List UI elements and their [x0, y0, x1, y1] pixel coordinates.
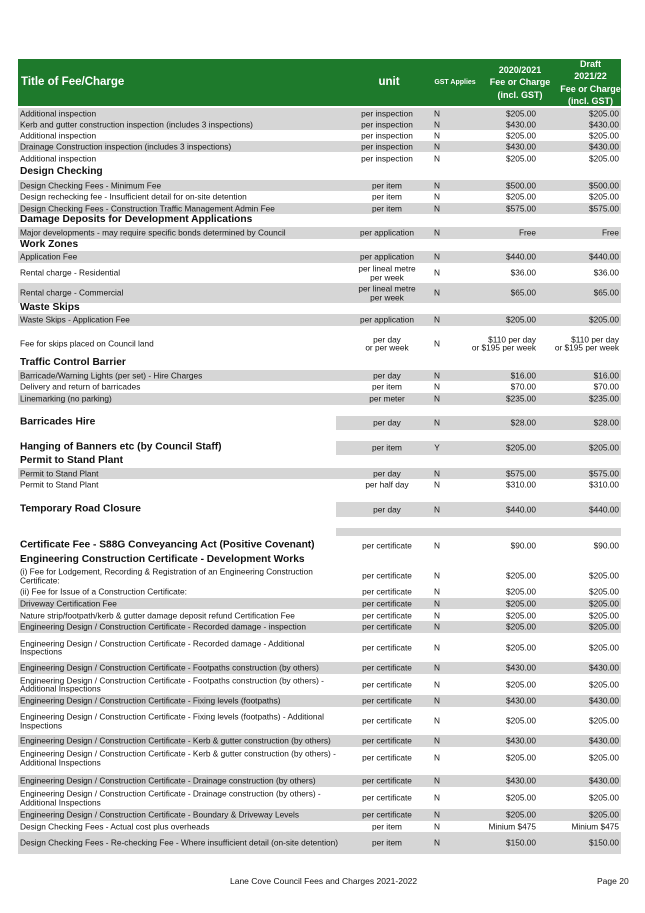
row-unit: per certificate	[362, 662, 412, 673]
row-gst: N	[434, 381, 440, 392]
header-fee-2020: 2020/2021 Fee or Charge (incl. GST)	[489, 65, 551, 100]
row-description: Engineering Design / Construction Certificate - Boundary & Driveway Levels	[20, 809, 299, 820]
row-fee-2020: $205.00	[506, 598, 536, 609]
row-fee-2021: $205.00	[589, 570, 619, 581]
row-gst: N	[434, 153, 440, 164]
row-fee-2021: $205.00	[589, 679, 619, 690]
row-description: Design Checking Fees - Re-checking Fee - Where insufficient detail (on-site detention)	[20, 837, 339, 848]
row-gst: N	[434, 417, 440, 428]
row-unit: per certificate	[362, 540, 412, 551]
row-description: Design rechecking fee - Insufficient detail for on-site detention	[20, 191, 247, 202]
row-fee-2021: Minium $475	[571, 821, 619, 832]
row-description: Engineering Design / Construction Certificate - Kerb & gutter construction (by others)	[20, 735, 331, 746]
footer-text: Lane Cove Council Fees and Charges 2021-2022	[230, 876, 418, 886]
row-gst: N	[434, 598, 440, 609]
row-description: Design Checking Fees - Actual cost plus overheads	[20, 821, 210, 832]
section-heading: Design Checking	[20, 166, 103, 177]
row-fee-2021: $205.00	[589, 191, 619, 202]
section-heading: Work Zones	[20, 239, 79, 250]
row-fee-2020: $205.00	[506, 130, 536, 141]
table-row	[18, 479, 621, 491]
row-fee-2021: $205.00	[589, 153, 619, 164]
table-row	[18, 108, 621, 119]
table-row	[18, 747, 621, 769]
row-fee-2021: $205.00	[589, 621, 619, 632]
row-description: Rental charge - Residential	[20, 267, 121, 278]
row-description: (i) Fee for Lodgement, Recording & Registration of an Engineering Construction Certificate:	[20, 566, 313, 585]
table-row	[18, 787, 621, 809]
row-fee-2020: $90.00	[510, 540, 536, 551]
row-fee-2020: $205.00	[506, 715, 536, 726]
row-gst: N	[434, 715, 440, 726]
table-row	[18, 119, 621, 130]
row-description: Permit to Stand Plant	[20, 468, 99, 479]
table-row	[18, 621, 621, 633]
table-row	[18, 695, 621, 707]
row-unit: per day or per week	[365, 333, 409, 353]
row-fee-2020: $205.00	[506, 314, 536, 325]
table-row	[18, 330, 621, 357]
row-fee-2020: $440.00	[506, 251, 536, 262]
row-description: Waste Skips - Application Fee	[20, 314, 130, 325]
row-gst: N	[434, 586, 440, 597]
row-description: Engineering Design / Construction Certificate - Recorded damage - inspection	[20, 621, 306, 632]
table-row	[18, 416, 621, 430]
table-row	[18, 263, 621, 283]
row-fee-2020: $440.00	[506, 504, 536, 515]
table-row	[18, 809, 621, 821]
row-fee-2020: $70.00	[510, 381, 536, 392]
row-description: Driveway Certification Fee	[20, 598, 117, 609]
row-gst: N	[434, 251, 440, 262]
row-fee-2021: $205.00	[589, 715, 619, 726]
row-fee-2021: $235.00	[589, 393, 619, 404]
row-unit: per item	[372, 381, 402, 392]
row-gst: N	[434, 267, 440, 278]
row-unit: per certificate	[362, 792, 412, 803]
row-fee-2021: $70.00	[593, 381, 619, 392]
table-row	[18, 468, 621, 479]
row-description: Engineering Design / Construction Certificate - Kerb & gutter construction (by others) - Additional Inspections	[20, 748, 336, 767]
row-description: Temporary Road Closure	[20, 503, 141, 515]
table-row	[18, 180, 621, 191]
row-gst: N	[434, 621, 440, 632]
table-row	[18, 203, 621, 214]
row-description: Additional inspection	[20, 153, 97, 164]
row-unit: per inspection	[361, 119, 413, 130]
table-row	[18, 393, 621, 405]
row-unit: per certificate	[362, 570, 412, 581]
row-unit: per certificate	[362, 621, 412, 632]
row-gst: N	[434, 338, 440, 349]
table-row	[18, 153, 621, 164]
row-description: Engineering Design / Construction Certificate - Fixing levels (footpaths)	[20, 695, 281, 706]
blank-bar	[336, 528, 621, 536]
row-description: Barricade/Warning Lights (per set) - Hire Charges	[20, 370, 203, 381]
row-unit: per inspection	[361, 153, 413, 164]
row-description: Kerb and gutter construction inspection (includes 3 inspections)	[20, 119, 253, 130]
row-unit: per lineal metre per week	[358, 283, 416, 302]
row-unit: per application	[360, 251, 414, 262]
row-gst: N	[434, 642, 440, 653]
row-gst: N	[434, 821, 440, 832]
row-unit: per lineal metre per week	[358, 263, 416, 282]
section-heading: Waste Skips	[20, 302, 80, 313]
row-fee-2021: $205.00	[589, 792, 619, 803]
row-fee-2021: $430.00	[589, 775, 619, 786]
section-heading: Damage Deposits for Development Applications	[20, 214, 253, 225]
row-fee-2020: $28.00	[510, 417, 536, 428]
table-row	[18, 735, 621, 747]
row-description: Drainage Construction inspection (includes 3 inspections)	[20, 141, 232, 152]
row-unit: per application	[360, 227, 414, 238]
row-fee-2021: $430.00	[589, 735, 619, 746]
table-row	[18, 283, 621, 303]
row-fee-2020: $310.00	[506, 479, 536, 490]
row-gst: N	[434, 479, 440, 490]
table-row	[18, 381, 621, 393]
row-unit: per certificate	[362, 586, 412, 597]
row-gst: N	[434, 809, 440, 820]
table-row	[18, 141, 621, 152]
row-fee-2020: $205.00	[506, 153, 536, 164]
row-fee-2021: $16.00	[593, 370, 619, 381]
row-unit: per certificate	[362, 775, 412, 786]
row-description: Certificate Fee - S88G Conveyancing Act (Positive Covenant)	[20, 539, 315, 551]
row-fee-2021: $440.00	[589, 251, 619, 262]
row-fee-2020: $205.00	[506, 809, 536, 820]
row-description: Fee for skips placed on Council land	[20, 338, 154, 349]
row-unit: per item	[372, 191, 402, 202]
row-unit: per certificate	[362, 809, 412, 820]
table-row	[18, 370, 621, 381]
row-gst: N	[434, 610, 440, 621]
row-unit: per day	[373, 370, 401, 381]
row-unit: per certificate	[362, 735, 412, 746]
table-row	[18, 821, 621, 832]
row-unit: per day	[373, 417, 401, 428]
header-title: Title of Fee/Charge	[21, 75, 125, 88]
row-unit: per certificate	[362, 679, 412, 690]
row-fee-2021: $205.00	[589, 130, 619, 141]
header-unit: unit	[378, 75, 400, 88]
row-fee-2021: $575.00	[589, 203, 619, 214]
row-fee-2021: Free	[601, 227, 619, 238]
table-row	[18, 502, 621, 517]
row-gst: N	[434, 141, 440, 152]
table-row	[18, 662, 621, 674]
row-fee-2021: $150.00	[589, 837, 619, 848]
row-gst: N	[434, 735, 440, 746]
row-description: Permit to Stand Plant	[20, 479, 99, 490]
row-fee-2021: $205.00	[589, 314, 619, 325]
row-fee-2021: $205.00	[589, 442, 619, 453]
row-gst: N	[434, 108, 440, 119]
row-fee-2020: $16.00	[510, 370, 536, 381]
row-fee-2020: $500.00	[506, 180, 536, 191]
row-unit: per item	[372, 442, 402, 453]
row-fee-2020: $205.00	[506, 108, 536, 119]
row-fee-2020: Free	[518, 227, 536, 238]
row-unit: per item	[372, 203, 402, 214]
table-row	[18, 191, 621, 202]
row-fee-2020: $205.00	[506, 621, 536, 632]
row-unit: per inspection	[361, 130, 413, 141]
row-description: Engineering Design / Construction Certificate - Footpaths construction (by others)	[20, 662, 319, 673]
row-fee-2020: $575.00	[506, 203, 536, 214]
row-fee-2021: $430.00	[589, 662, 619, 673]
row-unit: per half day	[365, 479, 409, 490]
row-gst: N	[434, 540, 440, 551]
row-unit: per inspection	[361, 141, 413, 152]
table-row	[18, 832, 621, 854]
row-gst: N	[434, 775, 440, 786]
row-unit: per certificate	[362, 642, 412, 653]
row-fee-2021: $205.00	[589, 642, 619, 653]
table-row	[18, 227, 621, 239]
row-unit: per inspection	[361, 108, 413, 119]
row-fee-2020: $430.00	[506, 662, 536, 673]
row-unit: per application	[360, 314, 414, 325]
row-unit: per meter	[369, 393, 405, 404]
row-unit: per item	[372, 821, 402, 832]
row-fee-2021: $205.00	[589, 586, 619, 597]
row-fee-2021: $575.00	[589, 468, 619, 479]
row-gst: N	[434, 203, 440, 214]
row-description: Engineering Design / Construction Certificate - Drainage construction (by others)	[20, 775, 316, 786]
table-row	[18, 314, 621, 326]
row-gst: N	[434, 504, 440, 515]
row-description: Barricades Hire	[20, 416, 96, 428]
row-description: Linemarking (no parking)	[20, 393, 112, 404]
row-fee-2020: $205.00	[506, 642, 536, 653]
section-heading: Traffic Control Barrier	[20, 357, 126, 368]
row-fee-2020: $430.00	[506, 735, 536, 746]
row-description: Nature strip/footpath/kerb & gutter damage deposit refund Certification Fee	[20, 610, 295, 621]
row-fee-2021: $310.00	[589, 479, 619, 490]
row-fee-2020: $430.00	[506, 141, 536, 152]
row-fee-2020: $205.00	[506, 570, 536, 581]
row-unit: per day	[373, 504, 401, 515]
row-fee-2021: $205.00	[589, 598, 619, 609]
row-gst: Y	[434, 442, 440, 453]
table-row	[18, 441, 621, 455]
row-description: Hanging of Banners etc (by Council Staff)	[20, 441, 222, 453]
table-row	[18, 775, 621, 787]
row-fee-2020: Minium $475	[488, 821, 536, 832]
row-fee-2021: $205.00	[589, 610, 619, 621]
row-fee-2021: $500.00	[589, 180, 619, 191]
row-description: Engineering Design / Construction Certificate - Footpaths construction (by others) - Additional Inspections	[20, 674, 324, 694]
row-description: Additional inspection	[20, 108, 97, 119]
row-gst: N	[434, 314, 440, 325]
row-fee-2020: $430.00	[506, 119, 536, 130]
row-fee-2020: $36.00	[510, 267, 536, 278]
row-description: Engineering Design / Construction Certificate - Fixing levels (footpaths) - Additional Inspections	[20, 711, 324, 730]
table-row	[18, 598, 621, 609]
table-row	[18, 674, 621, 695]
row-fee-2021: $430.00	[589, 119, 619, 130]
row-unit: per certificate	[362, 752, 412, 763]
table-row	[18, 130, 621, 141]
row-gst: N	[434, 180, 440, 191]
table-row	[18, 707, 621, 735]
row-fee-2021: $430.00	[589, 695, 619, 706]
row-unit: per certificate	[362, 695, 412, 706]
row-fee-2020: $430.00	[506, 695, 536, 706]
row-gst: N	[434, 662, 440, 673]
row-description: Engineering Design / Construction Certificate - Drainage construction (by others) - Additional Inspections	[20, 788, 321, 807]
row-gst: N	[434, 227, 440, 238]
row-fee-2020: $205.00	[506, 586, 536, 597]
row-fee-2020: $205.00	[506, 792, 536, 803]
row-unit: per day	[373, 468, 401, 479]
row-fee-2021: $205.00	[589, 809, 619, 820]
row-unit: per item	[372, 837, 402, 848]
table-header	[18, 59, 621, 106]
table-row	[18, 586, 621, 597]
row-fee-2021: $440.00	[589, 504, 619, 515]
row-gst: N	[434, 370, 440, 381]
row-unit: per certificate	[362, 598, 412, 609]
row-fee-2021: $36.00	[593, 267, 619, 278]
row-description: (ii) Fee for Issue of a Construction Certificate:	[20, 586, 187, 597]
row-gst: N	[434, 191, 440, 202]
row-gst: N	[434, 837, 440, 848]
row-fee-2020: $205.00	[506, 752, 536, 763]
row-gst: N	[434, 792, 440, 803]
row-unit: per item	[372, 180, 402, 191]
row-description: Application Fee	[20, 251, 78, 262]
row-fee-2020: $430.00	[506, 775, 536, 786]
row-fee-2020: $65.00	[510, 287, 536, 298]
section-heading: Permit to Stand Plant	[20, 455, 124, 466]
row-gst: N	[434, 468, 440, 479]
row-fee-2020: $575.00	[506, 468, 536, 479]
row-gst: N	[434, 752, 440, 763]
row-fee-2021: $205.00	[589, 752, 619, 763]
row-fee-2021: $90.00	[593, 540, 619, 551]
row-gst: N	[434, 393, 440, 404]
row-fee-2020: $205.00	[506, 610, 536, 621]
row-fee-2020: $235.00	[506, 393, 536, 404]
row-gst: N	[434, 695, 440, 706]
row-fee-2021: $110 per day or $195 per week	[554, 333, 619, 353]
row-description: Delivery and return of barricades	[20, 381, 141, 392]
header-gst: GST Applies	[434, 78, 476, 86]
table-row	[18, 251, 621, 263]
row-fee-2020: $150.00	[506, 837, 536, 848]
row-description: Major developments - may require specific bonds determined by Council	[20, 227, 286, 238]
row-description: Engineering Design / Construction Certificate - Recorded damage - Additional Inspections	[20, 637, 305, 657]
table-row	[18, 539, 621, 553]
row-unit: per certificate	[362, 610, 412, 621]
row-description: Rental charge - Commercial	[20, 287, 124, 298]
page-number: Page 20	[597, 876, 629, 886]
row-gst: N	[434, 130, 440, 141]
row-fee-2020: $205.00	[506, 679, 536, 690]
row-fee-2021: $205.00	[589, 108, 619, 119]
row-description: Design Checking Fees - Construction Traffic Management Admin Fee	[20, 203, 275, 214]
row-fee-2021: $28.00	[593, 417, 619, 428]
row-gst: N	[434, 287, 440, 298]
row-fee-2020: $110 per day or $195 per week	[471, 333, 536, 353]
header-fee-2021: Draft 2021/22 Fee or Charge (incl. GST)	[560, 59, 621, 106]
row-gst: N	[434, 119, 440, 130]
row-unit: per certificate	[362, 715, 412, 726]
row-fee-2020: $205.00	[506, 442, 536, 453]
row-fee-2021: $430.00	[589, 141, 619, 152]
row-gst: N	[434, 679, 440, 690]
row-description: Design Checking Fees - Minimum Fee	[20, 180, 162, 191]
table-row	[18, 610, 621, 621]
section-heading: Engineering Construction Certificate - Development Works	[20, 554, 305, 565]
table-row	[18, 566, 621, 586]
table-row	[18, 633, 621, 662]
row-description: Additional inspection	[20, 130, 97, 141]
row-gst: N	[434, 570, 440, 581]
row-fee-2021: $65.00	[593, 287, 619, 298]
row-fee-2020: $205.00	[506, 191, 536, 202]
